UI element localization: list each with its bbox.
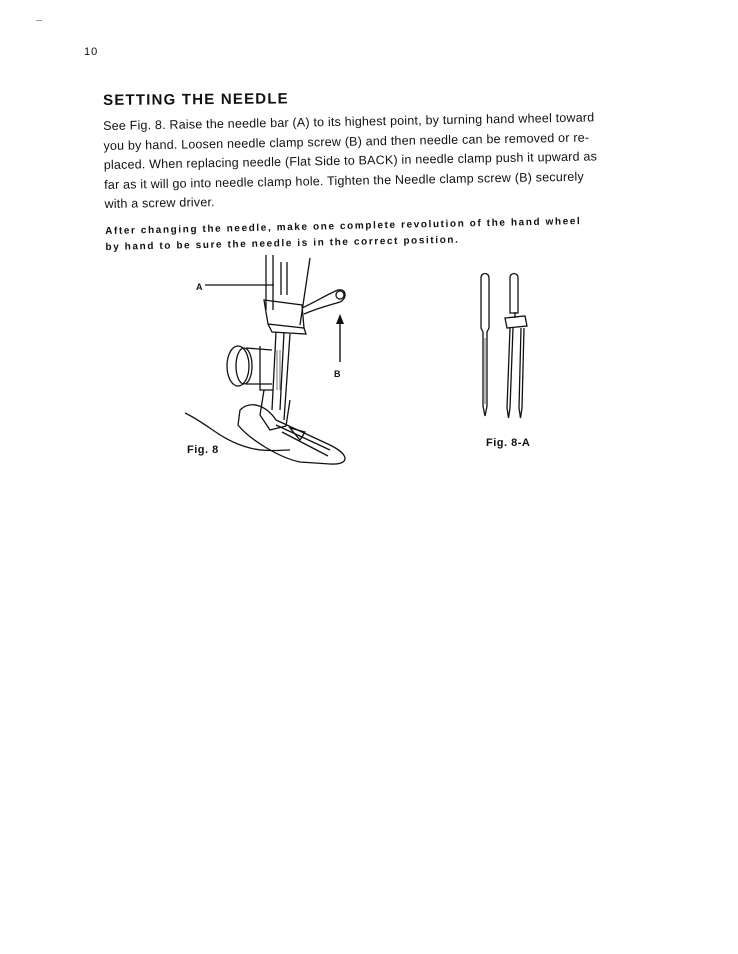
note-line: After changing the needle, make one complete revolution of the hand wheel	[105, 216, 582, 237]
scan-speck	[36, 20, 42, 21]
fig8-caption: Fig. 8	[187, 444, 219, 456]
instructions-line: with a screw driver.	[104, 195, 215, 211]
note-line: by hand to be sure the needle is in the correct position.	[105, 234, 460, 253]
instructions-line: you by hand. Loosen needle clamp screw (B) and then needle can be removed or re-	[103, 130, 590, 153]
label-a: A	[196, 282, 203, 292]
instructions-paragraph	[103, 107, 673, 214]
label-b: B	[334, 369, 341, 379]
instructions-line: See Fig. 8. Raise the needle bar (A) to its highest point, by turning hand wheel toward	[103, 110, 595, 133]
fig8a-caption: Fig. 8-A	[486, 437, 531, 449]
page-number: 10	[84, 46, 99, 58]
section-title: SETTING THE NEEDLE	[103, 90, 289, 109]
instructions-line: placed. When replacing needle (Flat Side to BACK) in needle clamp push it upward as	[103, 149, 598, 172]
single-and-twin-needle-illustration	[455, 268, 565, 428]
instructions-line: far as it will go into needle clamp hole. Tighten the Needle clamp screw (B) securely	[104, 169, 584, 192]
